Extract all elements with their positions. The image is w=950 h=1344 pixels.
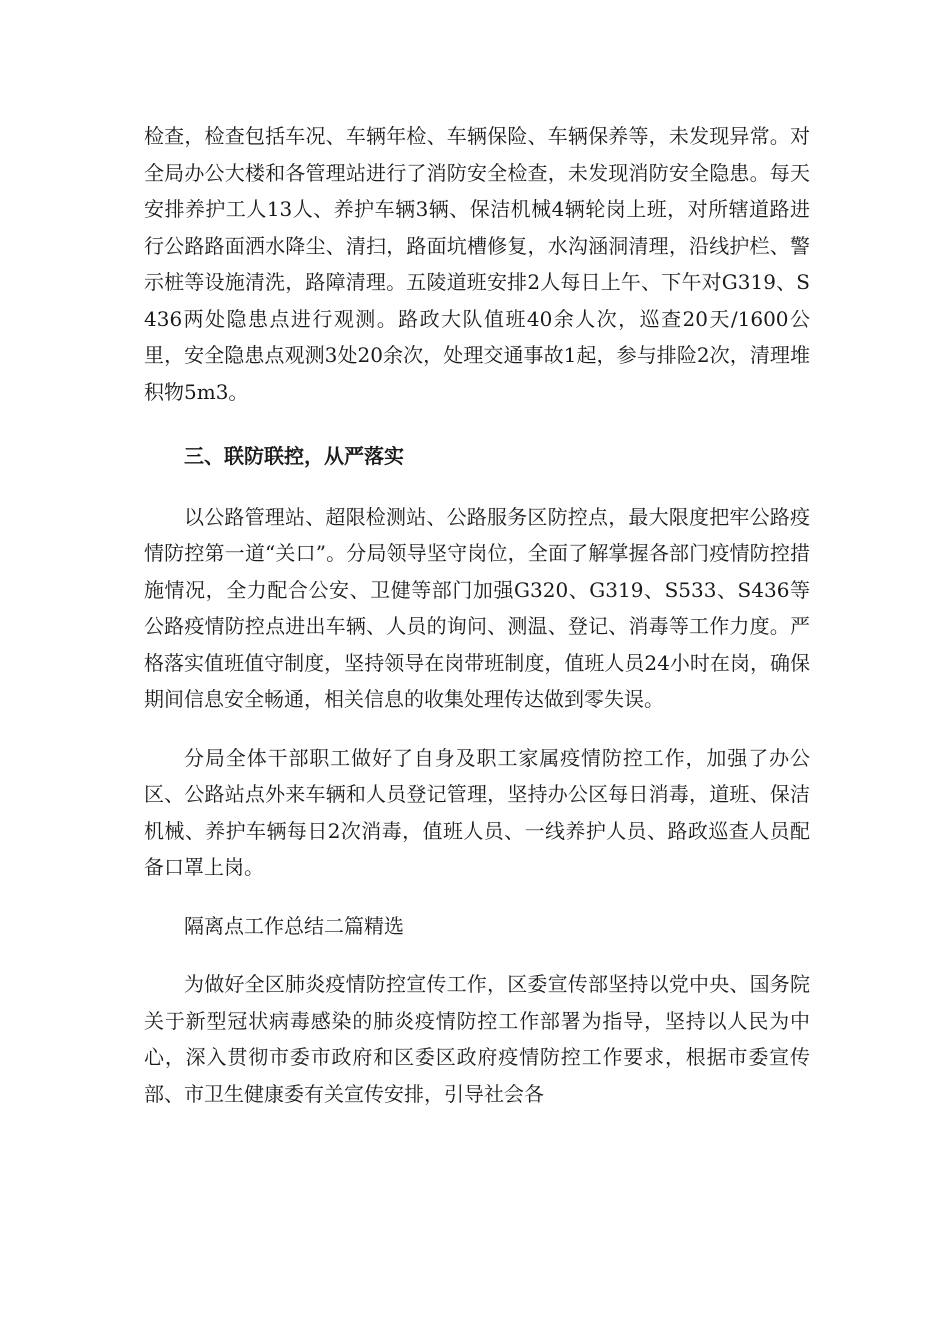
paragraph-publicity-work: 为做好全区肺炎疫情防控宣传工作，区委宣传部坚持以党中央、国务院关于新型冠状病毒感染的肺炎疫情防控工作部署为指导，坚持以人民为中心，深入贯彻市委市政府和区委区政府疫情防控工作要求，根据市委宣传部、市卫生健康委有关宣传安排，引导社会各 — [144, 972, 810, 1106]
section-heading-joint-prevention: 三、联防联控，从严落实 — [184, 444, 404, 468]
document-body — [144, 118, 810, 1112]
paragraph-inspection-report: 检查，检查包括车况、车辆年检、车辆保险、车辆保养等，未发现异常。对全局办公大楼和各管理站进行了消防安全检查，未发现消防安全隐患。每天安排养护工人13人、养护车辆3辆、保洁机械4辆轮岗上班，对所辖道路进行公路路面洒水降尘、清扫，路面坑槽修复，水沟涵洞清理，沿线护栏、警示桩等设施清洗，路障清理。五陵道班安排2人每日上午、下午对G319、S436两处隐患点进行观测。路政大队值班40余人次，巡查20天/1600公里，安全隐患点观测3处20余次，处理交通事故1起，参与排险2次，清理堆积物5m3。 — [144, 124, 810, 404]
paragraph-prevention-points: 以公路管理站、超限检测站、公路服务区防控点，最大限度把牢公路疫情防控第一道“关口”。分局领导坚守岗位，全面了解掌握各部门疫情防控措施情况，全力配合公安、卫健等部门加强G320、G319、S533、S436等公路疫情防控点进出车辆、人员的询问、测温、登记、消毒等工作力度。严格落实值班值守制度，坚持领导在岗带班制度，值班人员24小时在岗，确保期间信息安全畅通，相关信息的收集处理传达做到零失误。 — [144, 504, 810, 711]
paragraph-staff-prevention: 分局全体干部职工做好了自身及职工家属疫情防控工作，加强了办公区、公路站点外来车辆和人员登记管理，坚持办公区每日消毒，道班、保洁机械、养护车辆每日2次消毒，值班人员、一线养护人员、路政巡查人员配备口罩上岗。 — [144, 745, 810, 879]
subtitle-isolation-summary: 隔离点工作总结二篇精选 — [184, 913, 404, 938]
